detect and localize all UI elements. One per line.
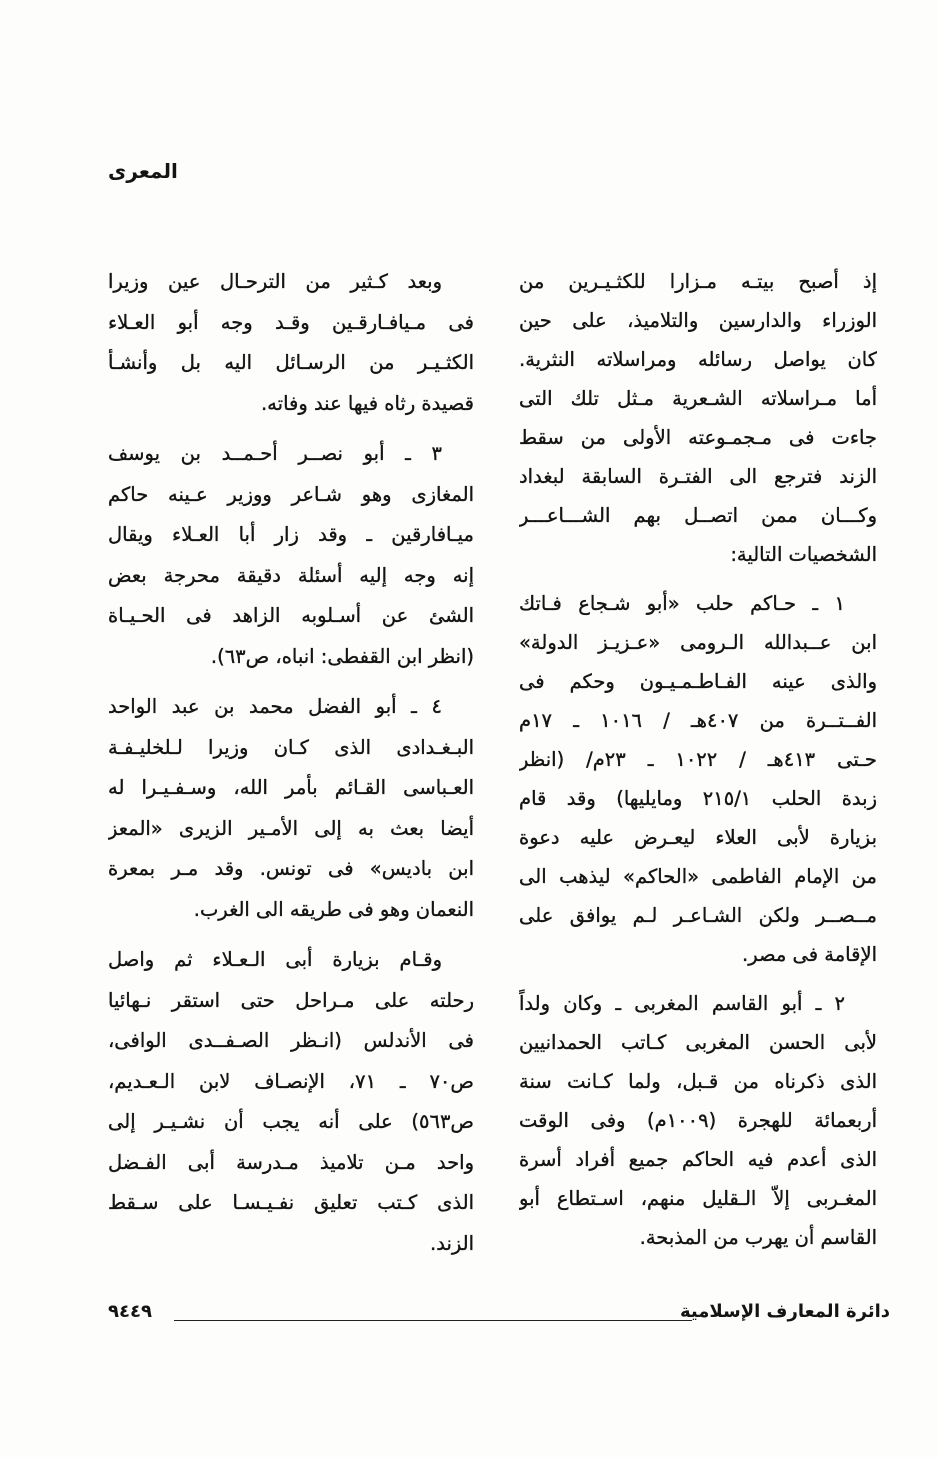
text-line: مــصــر ولكن الشـاعـر لـم يوافق على xyxy=(519,904,877,927)
text-line: ميـافارقين ـ وقد زار أبا العـلاء ويقال xyxy=(108,523,474,546)
text-line: رحلته على مـراحل حتى استقر نـهائيا xyxy=(108,988,474,1012)
paragraph xyxy=(108,687,474,930)
running-title: المعرى xyxy=(108,159,178,183)
text-line: زبدة الحلب ٢١٥/١ ومايليها) وقد قام xyxy=(519,787,877,810)
text-line: المغازى وهو شـاعر ووزير عـينه حاكم xyxy=(108,482,474,506)
text-line: الكثـيـر من الرسـائل اليه بل وأنشـأ xyxy=(108,351,474,374)
text-line: الفــتــرة من ٤٠٧هـ / ١٠١٦ ـ ١٧م xyxy=(519,709,877,732)
text-line: كان يواصل رسائله ومراسلاته النثرية. xyxy=(519,348,877,371)
text-line: (انظر ابن القفطى: انباه، ص٦٣). xyxy=(210,644,474,668)
text-line: لأبى الحسن المغربى كـاتب الحمدانيين xyxy=(519,1031,877,1054)
text-line: حـتى ٤١٣هـ / ١٠٢٢ ـ ٢٣م/ (انظر xyxy=(519,748,877,771)
text-line: الذى ذكرناه من قـبل، ولما كـانت سنة xyxy=(519,1070,877,1093)
text-line: ٢ ـ أبو القاسم المغربى ـ وكان ولداً xyxy=(519,992,845,1015)
text-line: واحد مـن تلاميذ مـدرسة أبى الفـضل xyxy=(108,1150,474,1174)
text-line: من الإمام الفاطمى «الحاكم» ليذهب الى xyxy=(519,865,877,888)
text-line: أربعمائة للهجرة (١٠٠٩م) وفى الوقت xyxy=(519,1109,877,1132)
text-line: الإقامة فى مصر. xyxy=(742,943,877,966)
text-line: النعمان وهو فى طريقه الى الغرب. xyxy=(193,897,474,921)
text-line: الوزراء والدارسين والتلاميذ، على حين xyxy=(519,309,877,332)
text-line: ٣ ـ أبو نصــر أحـمــد بن يوسف xyxy=(108,442,442,465)
footer-publication-title: دائرة المعارف الإسلامية xyxy=(679,1301,890,1322)
text-line: والذى عينه الفـاطـمـيـون وحكم فى xyxy=(519,670,877,693)
page-number: ٩٤٤٩ xyxy=(108,1301,152,1322)
footer-rule xyxy=(174,1320,692,1321)
paragraph xyxy=(519,584,877,974)
text-line: ابن باديس» فى تونس. وقد مـر بمعرة xyxy=(108,857,474,880)
text-line: وكـــان ممن اتصــل بهم الشـــاعـــر xyxy=(519,504,877,527)
text-line: إذ أصبح بيتـه مـزارا للكثـيـرين من xyxy=(519,270,877,293)
text-line: الشئ عن أسـلوبه الزاهد فى الحـيـاة xyxy=(108,604,474,627)
column-right xyxy=(519,262,877,1257)
text-line: الزند. xyxy=(430,1231,474,1255)
text-line: ابن عــبدالله الـرومى «عـزيـز الدولة» xyxy=(519,631,877,654)
text-line: قصيدة رثاه فيها عند وفاته. xyxy=(260,391,474,415)
text-line: إنه وجه إليه أسئلة دقيقة محرجة بعض xyxy=(108,563,474,587)
text-line: جاءت فى مـجمـوعته الأولى من سقط xyxy=(519,426,877,449)
text-line: الزند فترجع الى الفتـرة السابقة لبغداد xyxy=(519,465,877,488)
text-line: الشخصيات التالية: xyxy=(730,543,877,566)
column-left xyxy=(108,262,474,1264)
text-line: ص٥٦٣) على أنه يجب أن نشـيـر إلى xyxy=(108,1110,474,1133)
paragraph xyxy=(519,262,877,574)
paragraph xyxy=(108,262,474,424)
text-line: بزيارة لأبى العلاء ليعـرض عليه دعوة xyxy=(519,826,877,849)
text-line: وبعد كـثير من الترحـال عين وزيرا xyxy=(108,270,442,293)
text-line: وقـام بزيارة أبى الـعـلاء ثم واصل xyxy=(108,948,442,971)
paragraph xyxy=(519,984,877,1257)
text-line: أما مـراسلاته الشـعرية مـثل تلك التى xyxy=(519,387,877,410)
text-line: ١ ـ حـاكم حلب «أبو شـجاع فـاتك xyxy=(519,592,845,615)
text-line: ص٧٠ ـ ٧١، الإنصـاف لابن الـعـديم، xyxy=(108,1069,474,1093)
text-line: الذى أعدم فيه الحاكم جميع أفراد أسرة xyxy=(519,1148,877,1171)
text-line: البـغـدادى الذى كـان وزيرا لـلخليـفـة xyxy=(108,735,474,759)
text-line: المغـربى إلاّ الـقليل منهم، اسـتطاع أبو xyxy=(519,1187,877,1210)
text-line: ٤ ـ أبو الفضل محمد بن عبد الواحد xyxy=(108,695,442,718)
paragraph xyxy=(108,434,474,677)
text-line: القاسم أن يهرب من المذبحة. xyxy=(639,1226,877,1249)
text-line: العـباسى القـائم بأمر الله، وسـفـيـرا له xyxy=(108,776,474,799)
text-line: فى الأندلس (انـظر الصـفــدى الوافى، xyxy=(108,1029,474,1052)
text-line: فى مـيافـارقـين وقـد وجه أبو العـلاء xyxy=(108,310,474,334)
text-line: الذى كـتب تعليق نفـيـسـا على سـقط xyxy=(108,1191,474,1214)
paragraph xyxy=(108,940,474,1264)
text-line: أيضا بعث به إلى الأمـير الزيرى «المعز xyxy=(108,816,474,840)
